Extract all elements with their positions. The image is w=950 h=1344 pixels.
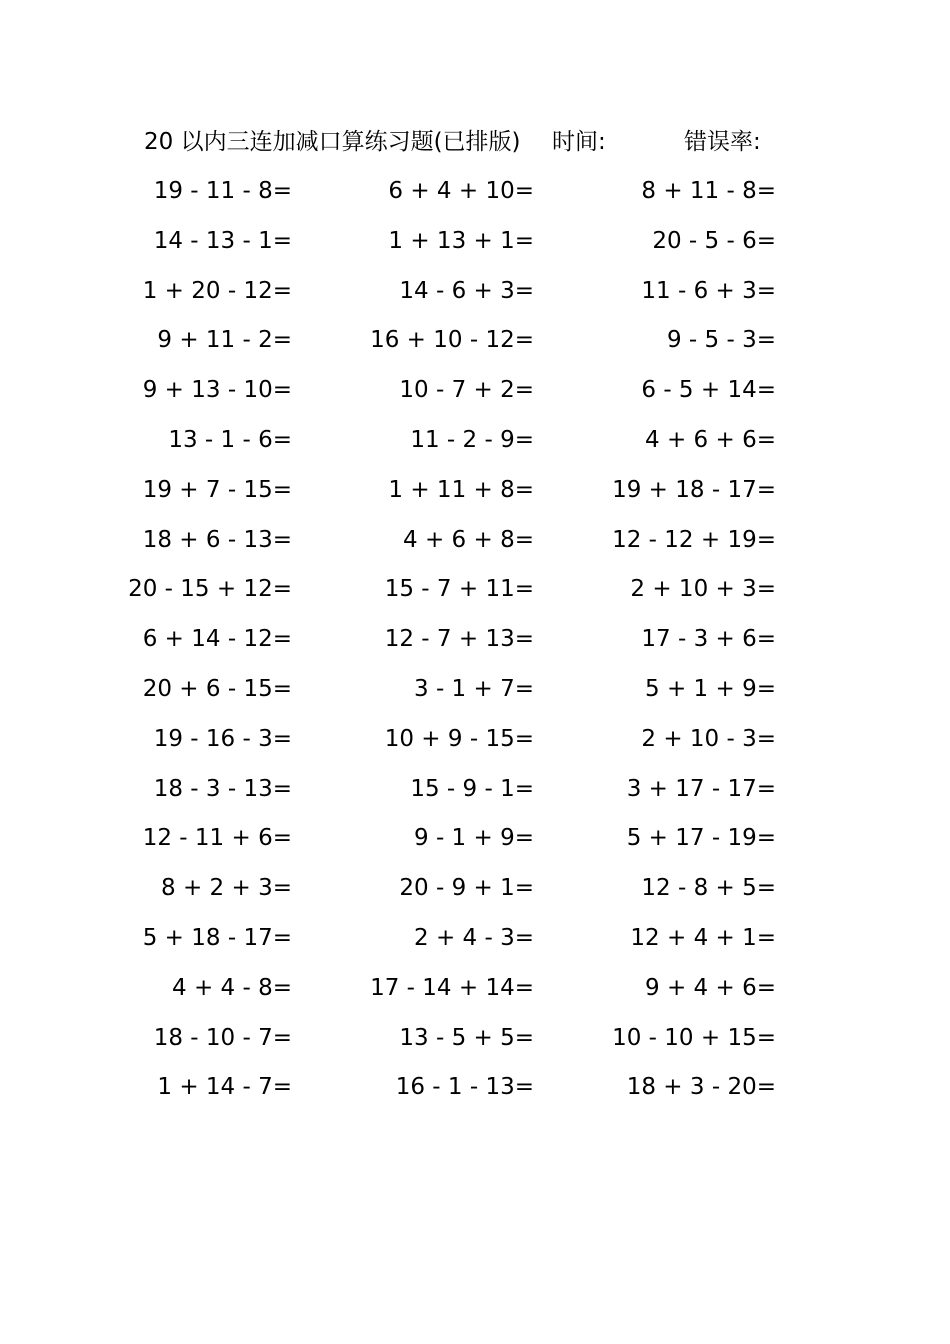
problem-item: 4 + 6 + 8= bbox=[403, 526, 534, 553]
problem-item: 9 + 4 + 6= bbox=[645, 974, 776, 1001]
problem-item: 18 + 6 - 13= bbox=[142, 526, 292, 553]
problem-item: 18 + 3 - 20= bbox=[626, 1074, 776, 1101]
problem-item: 18 - 10 - 7= bbox=[153, 1024, 292, 1051]
problem-item: 4 + 4 - 8= bbox=[172, 974, 292, 1001]
problem-item: 19 - 16 - 3= bbox=[153, 725, 292, 752]
time-label: 时间: bbox=[552, 129, 606, 155]
problem-item: 16 + 10 - 12= bbox=[370, 327, 534, 354]
problem-item: 13 - 1 - 6= bbox=[168, 426, 292, 453]
problem-item: 12 - 12 + 19= bbox=[612, 526, 776, 553]
problem-item: 13 - 5 + 5= bbox=[399, 1024, 534, 1051]
problem-item: 9 + 11 - 2= bbox=[157, 327, 292, 354]
problem-item: 6 + 4 + 10= bbox=[388, 178, 534, 204]
problem-item: 12 - 8 + 5= bbox=[641, 875, 776, 902]
problem-item: 2 + 10 - 3= bbox=[641, 725, 776, 752]
worksheet-header bbox=[0, 124, 950, 160]
problem-item: 4 + 6 + 6= bbox=[645, 426, 776, 453]
problem-grid bbox=[0, 172, 950, 1122]
problem-item: 8 + 11 - 8= bbox=[641, 178, 776, 204]
problem-item: 19 + 7 - 15= bbox=[142, 476, 292, 503]
problem-item: 10 - 7 + 2= bbox=[399, 377, 534, 404]
problem-item: 2 + 4 - 3= bbox=[414, 924, 534, 951]
problem-item: 11 - 6 + 3= bbox=[641, 277, 776, 304]
problem-item: 3 - 1 + 7= bbox=[414, 675, 534, 702]
problem-item: 20 - 9 + 1= bbox=[399, 875, 534, 902]
problem-item: 15 - 9 - 1= bbox=[410, 775, 534, 802]
problem-item: 6 - 5 + 14= bbox=[641, 377, 776, 404]
problem-item: 14 - 6 + 3= bbox=[399, 277, 534, 304]
problem-item: 6 + 14 - 12= bbox=[142, 626, 292, 653]
problem-item: 5 + 1 + 9= bbox=[645, 675, 776, 702]
problem-item: 9 - 1 + 9= bbox=[414, 825, 534, 852]
worksheet-title: 20 以内三连加减口算练习题(已排版) bbox=[144, 129, 521, 155]
problem-item: 3 + 17 - 17= bbox=[626, 775, 776, 802]
problem-item: 5 + 18 - 17= bbox=[142, 924, 292, 951]
problem-item: 10 + 9 - 15= bbox=[384, 725, 534, 752]
problem-item: 9 - 5 - 3= bbox=[666, 327, 776, 354]
problem-item: 2 + 10 + 3= bbox=[630, 576, 776, 603]
problem-item: 20 - 5 - 6= bbox=[652, 227, 776, 254]
problem-item: 19 + 18 - 17= bbox=[612, 476, 776, 503]
problem-item: 10 - 10 + 15= bbox=[612, 1024, 776, 1051]
problem-item: 12 - 7 + 13= bbox=[384, 626, 534, 653]
problem-item: 20 - 15 + 12= bbox=[128, 576, 292, 603]
problem-item: 17 - 14 + 14= bbox=[370, 974, 534, 1001]
problem-item: 1 + 14 - 7= bbox=[157, 1074, 292, 1101]
problem-item: 15 - 7 + 11= bbox=[384, 576, 534, 603]
problem-item: 1 + 20 - 12= bbox=[142, 277, 292, 304]
problem-item: 12 + 4 + 1= bbox=[630, 924, 776, 951]
problem-item: 1 + 11 + 8= bbox=[388, 476, 534, 503]
problem-item: 18 - 3 - 13= bbox=[153, 775, 292, 802]
problem-item: 12 - 11 + 6= bbox=[142, 825, 292, 852]
problem-item: 16 - 1 - 13= bbox=[395, 1074, 534, 1101]
problem-item: 1 + 13 + 1= bbox=[388, 227, 534, 254]
problem-item: 20 + 6 - 15= bbox=[142, 675, 292, 702]
problem-item: 5 + 17 - 19= bbox=[626, 825, 776, 852]
problem-item: 19 - 11 - 8= bbox=[153, 178, 292, 204]
problem-item: 9 + 13 - 10= bbox=[142, 377, 292, 404]
problem-item: 11 - 2 - 9= bbox=[410, 426, 534, 453]
problem-item: 17 - 3 + 6= bbox=[641, 626, 776, 653]
problem-item: 8 + 2 + 3= bbox=[161, 875, 292, 902]
error-rate-label: 错误率: bbox=[684, 129, 761, 155]
problem-item: 14 - 13 - 1= bbox=[153, 227, 292, 254]
